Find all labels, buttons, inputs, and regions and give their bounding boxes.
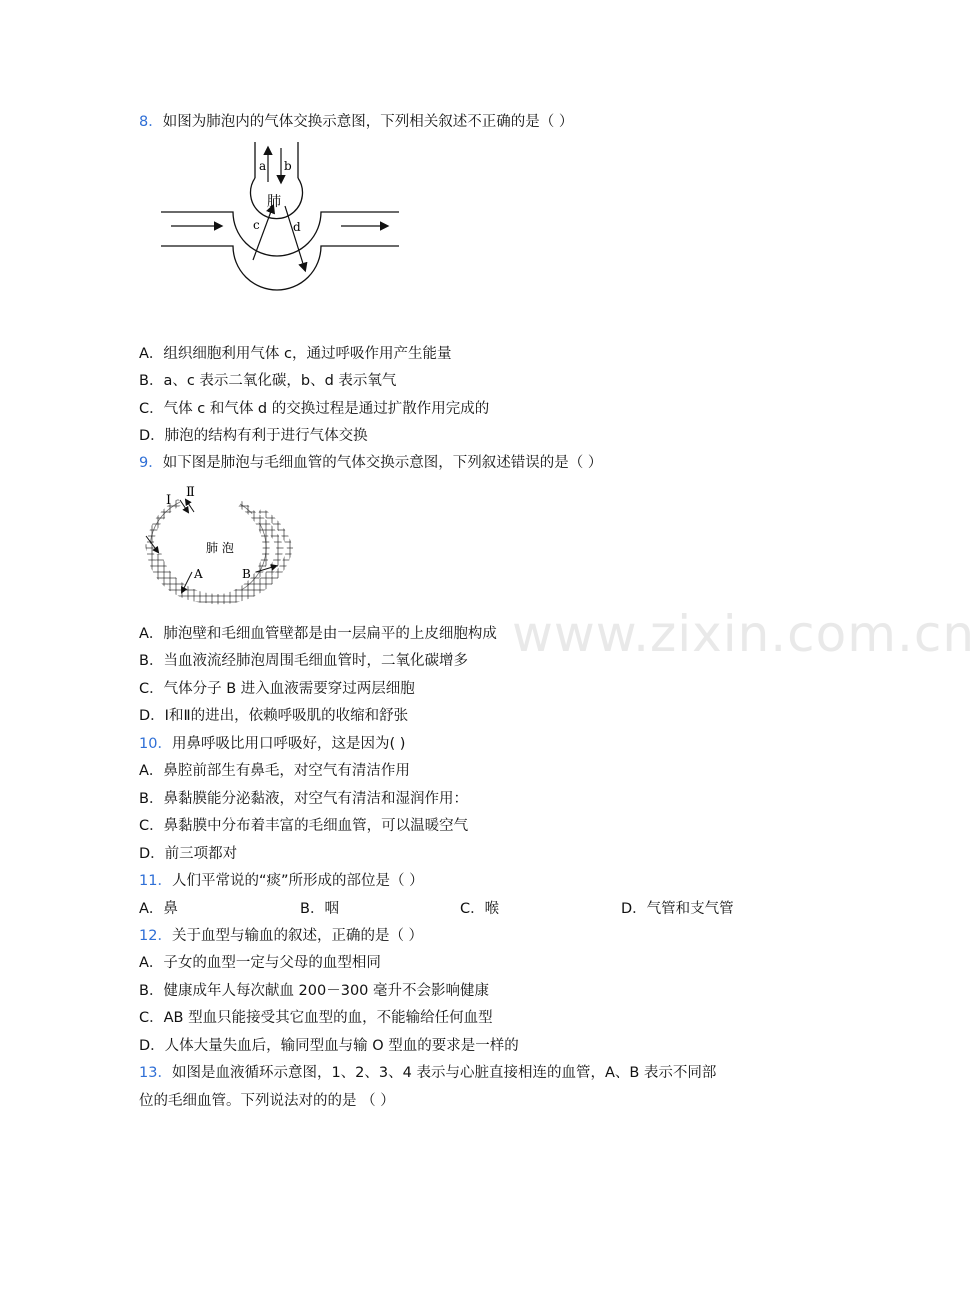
question-9-stem xyxy=(139,453,602,473)
question-8-stem xyxy=(139,112,573,132)
question-12-option-d: D．人体大量失血后，输同型血与输 O 型血的要求是一样的 xyxy=(139,1038,519,1054)
question-8-option-a: A．组织细胞利用气体 c，通过呼吸作用产生能量 xyxy=(139,346,452,362)
question-12-stem xyxy=(139,926,423,946)
question-12-option-b: B．健康成年人每次献血 200－300 毫升不会影响健康 xyxy=(139,983,490,999)
question-11-stem xyxy=(139,871,424,891)
question-number: 8． xyxy=(139,114,163,130)
question-10-option-b: B．鼻黏膜能分泌黏液，对空气有清洁和湿润作用： xyxy=(139,791,468,807)
question-10-stem xyxy=(139,734,405,754)
question-text: 人们平常说的“痰”所形成的部位是（ ） xyxy=(171,873,424,889)
question-10-option-a: A．鼻腔前部生有鼻毛，对空气有清洁作用 xyxy=(139,763,410,779)
question-13-stem-line2: 位的毛细血管。下列说法对的的是 （ ） xyxy=(139,1093,395,1109)
label-A: A xyxy=(194,567,203,581)
question-text: 如图是血液循环示意图，1、2、3、4 表示与心脏直接相连的血管，A、B 表示不同部 xyxy=(171,1065,717,1081)
label-a: a xyxy=(259,159,267,173)
question-text: 用鼻呼吸比用口呼吸好，这是因为( ) xyxy=(171,736,406,752)
question-10-option-d: D．前三项都对 xyxy=(139,846,238,862)
question-number: 12． xyxy=(139,928,172,944)
question-text: 关于血型与输血的叙述，正确的是（ ） xyxy=(171,928,424,944)
label-lung: 肺 xyxy=(267,194,281,210)
question-12-option-c: C．AB 型血只能接受其它血型的血，不能输给任何血型 xyxy=(139,1010,493,1026)
label-I: Ⅰ xyxy=(166,493,172,508)
label-B: B xyxy=(242,567,251,581)
watermark: www.zixin.com.cn xyxy=(512,605,975,663)
label-b: b xyxy=(284,159,292,173)
label-II: Ⅱ xyxy=(186,485,195,500)
question-number: 9． xyxy=(139,455,163,471)
question-10-option-c: C．鼻黏膜中分布着丰富的毛细血管，可以温暖空气 xyxy=(139,818,469,834)
label-c: c xyxy=(253,218,260,232)
question-8-option-b: B．a、c 表示二氧化碳，b、d 表示氧气 xyxy=(139,373,397,389)
alveolus-gas-exchange-diagram xyxy=(155,142,415,282)
question-9-option-d: D．Ⅰ和Ⅱ的进出，依赖呼吸肌的收缩和舒张 xyxy=(139,708,409,724)
question-11-option-b: B．咽 xyxy=(300,901,339,917)
question-11-option-c: C．喉 xyxy=(460,901,500,917)
alveolus-capillary-diagram xyxy=(140,482,300,612)
label-alveolus: 肺 泡 xyxy=(206,541,234,555)
question-8-option-d: D．肺泡的结构有利于进行气体交换 xyxy=(139,428,368,444)
question-9-option-b: B．当血液流经肺泡周围毛细血管时，二氧化碳增多 xyxy=(139,653,468,669)
question-number: 10． xyxy=(139,736,172,752)
question-text: 如下图是肺泡与毛细血管的气体交换示意图，下列叙述错误的是（ ） xyxy=(162,455,603,471)
question-number: 13． xyxy=(139,1065,172,1081)
question-text: 如图为肺泡内的气体交换示意图，下列相关叙述不正确的是（ ） xyxy=(162,114,574,130)
question-11-option-a: A．鼻 xyxy=(139,901,178,917)
question-13-stem xyxy=(139,1063,716,1083)
question-11-option-d: D．气管和支气管 xyxy=(621,901,734,917)
question-number: 11． xyxy=(139,873,172,889)
question-9-option-c: C．气体分子 B 进入血液需要穿过两层细胞 xyxy=(139,681,415,697)
question-8-option-c: C．气体 c 和气体 d 的交换过程是通过扩散作用完成的 xyxy=(139,401,490,417)
question-9-option-a: A．肺泡壁和毛细血管壁都是由一层扁平的上皮细胞构成 xyxy=(139,626,497,642)
label-d: d xyxy=(293,220,301,234)
question-12-option-a: A．子女的血型一定与父母的血型相同 xyxy=(139,955,381,971)
